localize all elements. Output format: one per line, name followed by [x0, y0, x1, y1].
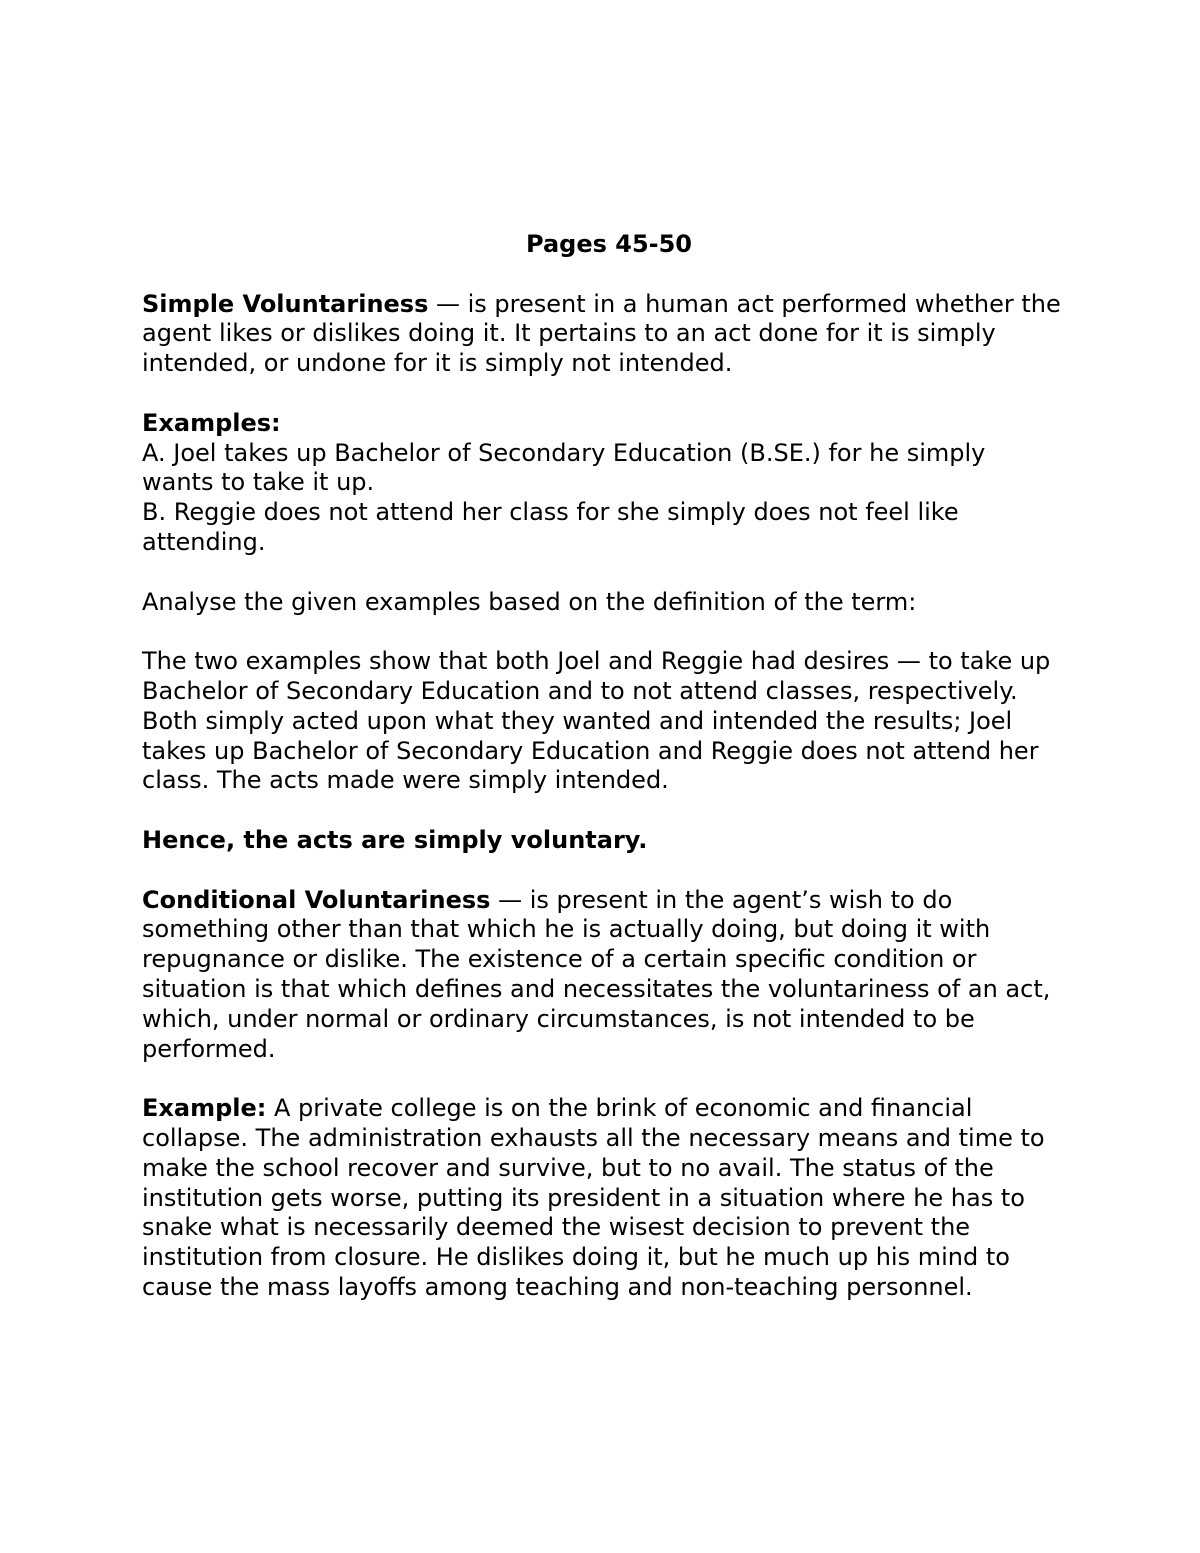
example-paragraph [142, 1094, 1062, 1303]
spacer [142, 856, 1062, 886]
document-body [142, 230, 1062, 1303]
example-a: A. Joel takes up Bachelor of Secondary Education (B.SE.) for he simply wants to take it up. [142, 438, 986, 497]
spacer [142, 379, 1062, 409]
spacer [142, 617, 1062, 647]
conclusion-text: Hence, the acts are simply voluntary. [142, 825, 648, 854]
page-title: Pages 45-50 [526, 230, 692, 258]
simple-voluntariness-term: Simple Voluntariness [142, 289, 429, 318]
example-label: Example: [142, 1094, 267, 1123]
spacer [142, 558, 1062, 588]
spacer [142, 1064, 1062, 1094]
simple-voluntariness-definition: — is present in a human act performed whether the agent likes or dislikes doing it. It pertains to an act done for it is simply intended, or undone for it is simply not intended. [142, 289, 1061, 378]
spacer [142, 260, 1062, 290]
example-text: A private college is on the brink of economic and financial collapse. The administration exhausts all the necessary means and time to make the school recover and survive, but to no avail. The status of the institution gets worse, putting its president in a situation where he has to snake what is necessarily deemed the wisest decision to prevent the institution from closure. He dislikes doing it, but he much up his mind to cause the mass layoffs among teaching and non-teaching personnel. [142, 1094, 1045, 1301]
conditional-voluntariness-paragraph [142, 886, 1062, 1065]
conclusion [142, 826, 1062, 856]
examples-heading [142, 409, 1062, 439]
spacer [142, 796, 1062, 826]
conditional-voluntariness-term: Conditional Voluntariness [142, 885, 491, 914]
conditional-voluntariness-definition: — is present in the agent’s wish to do something other than that which he is actually doing, but doing it with repugnance or dislike. The existence of a certain specific condition or situation is that which defines and necessitates the voluntariness of an act, which, under normal or ordinary circumstances, is not intended to be performed. [142, 885, 1051, 1063]
analysis-prompt: Analyse the given examples based on the definition of the term: [142, 587, 917, 616]
example-b: B. Reggie does not attend her class for she simply does not feel like attending. [142, 498, 959, 556]
simple-voluntariness-paragraph [142, 290, 1062, 379]
examples-heading-text: Examples: [142, 408, 281, 437]
analysis-paragraph: The two examples show that both Joel and Reggie had desires — to take up Bachelor of Secondary Education and to not attend classes, respectively. Both simply acted upon what they wanted and intended the results; Joel takes up Bachelor of Secondary Education and Reggie does not attend her class. The acts made were simply intended. [142, 647, 1051, 795]
